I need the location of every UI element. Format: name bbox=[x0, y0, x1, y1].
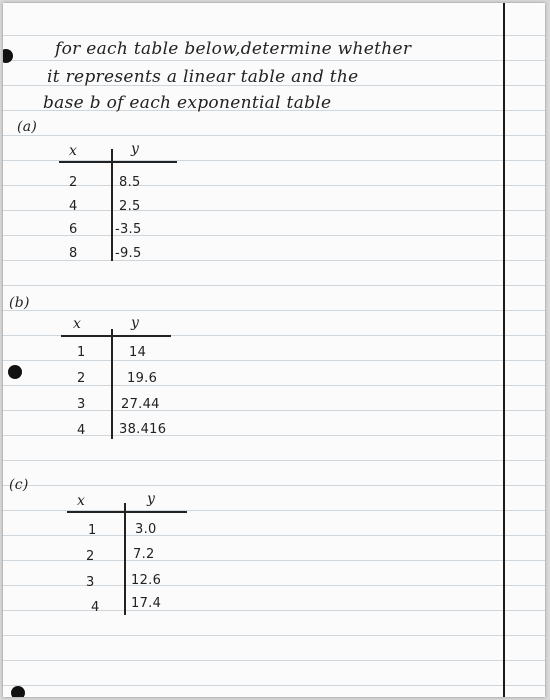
table-b-x-cell: 4 bbox=[77, 423, 86, 438]
table-c-y-cell: 17.4 bbox=[131, 596, 162, 611]
table-b-y-cell: 38.416 bbox=[119, 422, 167, 437]
table-c-x-cell: 2 bbox=[86, 549, 95, 564]
table-c-y-cell: 3.0 bbox=[135, 522, 157, 537]
table-a-y-cell: 2.5 bbox=[119, 199, 141, 214]
table-c-x-cell: 4 bbox=[91, 600, 100, 615]
table-a-y-cell: -9.5 bbox=[115, 246, 142, 261]
table-a-y-cell: -3.5 bbox=[115, 222, 142, 237]
table-c-x-cell: 1 bbox=[88, 523, 97, 538]
table-a-header-rule bbox=[59, 161, 177, 163]
table-b-x-cell: 2 bbox=[77, 371, 86, 386]
table-b-header-rule bbox=[61, 335, 171, 337]
table-a-x-header: x bbox=[69, 143, 78, 159]
binder-hole-top bbox=[3, 49, 13, 63]
table-a-x-cell: 6 bbox=[69, 222, 78, 237]
table-b-divider bbox=[111, 329, 113, 439]
binder-hole-bottom bbox=[11, 686, 25, 697]
table-b-y-cell: 27.44 bbox=[121, 397, 160, 412]
table-a-divider bbox=[111, 149, 113, 261]
table-b-label: (b) bbox=[9, 295, 30, 311]
table-b-x-cell: 3 bbox=[77, 397, 86, 412]
notebook-page bbox=[3, 3, 545, 697]
table-b-x-cell: 1 bbox=[77, 345, 86, 360]
table-c-y-cell: 12.6 bbox=[131, 573, 162, 588]
binder-hole-middle bbox=[8, 365, 22, 379]
table-a-y-cell: 8.5 bbox=[119, 175, 141, 190]
table-a-x-cell: 4 bbox=[69, 199, 78, 214]
table-c-y-header: y bbox=[147, 491, 156, 507]
table-c-x-cell: 3 bbox=[86, 575, 95, 590]
instruction-line-1: for each table below,determine whether bbox=[55, 39, 412, 59]
instruction-line-2: it represents a linear table and the bbox=[47, 67, 359, 87]
table-a-label: (a) bbox=[17, 119, 38, 135]
table-c-header-rule bbox=[67, 511, 187, 513]
table-b-y-cell: 14 bbox=[129, 345, 147, 360]
table-a-x-cell: 8 bbox=[69, 246, 78, 261]
table-c-x-header: x bbox=[77, 493, 86, 509]
margin-line bbox=[503, 3, 505, 697]
table-c-divider bbox=[124, 503, 126, 615]
table-b-y-cell: 19.6 bbox=[127, 371, 158, 386]
table-b-x-header: x bbox=[73, 316, 82, 332]
table-b-y-header: y bbox=[131, 315, 140, 331]
table-c-label: (c) bbox=[9, 477, 29, 493]
instruction-line-3: base b of each exponential table bbox=[43, 93, 332, 113]
table-c-y-cell: 7.2 bbox=[133, 547, 155, 562]
table-a-x-cell: 2 bbox=[69, 175, 78, 190]
table-a-y-header: y bbox=[131, 141, 140, 157]
